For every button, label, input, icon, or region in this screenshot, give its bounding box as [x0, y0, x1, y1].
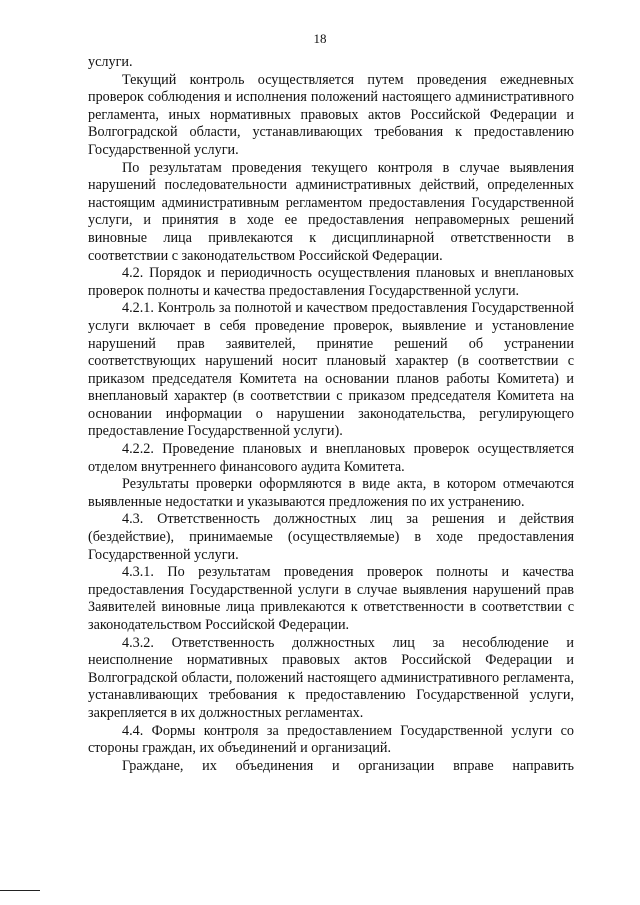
paragraph-violations: По результатам проведения текущего контроля в случае выявления нарушений последовательности административных действий, определенных настоящим административным регламентом предоставления Государственной услуги, и принятия в ходе ее предоставления неправомерных решений виновные лица привлекаются к дисциплинарной ответственности в соответствии с законодательством Российской Федерации. [88, 159, 574, 264]
section-4-2-2: 4.2.2. Проведение плановых и внеплановых проверок осуществляется отделом внутреннего финансового аудита Комитета. [88, 441, 574, 475]
section-4-3-2: 4.3.2. Ответственность должностных лиц за несоблюдение и неисполнение нормативных правовых актов Российской Федерации и Волгоградской области, положений настоящего административного регламента, устанавливающих требования к предоставлению Государственной услуги, закрепляется в их должностных регламентах. [88, 634, 574, 721]
section-4-3-1: 4.3.1. По результатам проведения проверок полноты и качества предоставления Государственной услуги в случае выявления нарушений прав Заявителей виновные лица привлекаются к ответственности в соответствии с законодательством Российской Федерации. [88, 564, 574, 633]
section-4-2-1: 4.2.1. Контроль за полнотой и качеством предоставления Государственной услуги включает в себя проведение проверок, выявление и установление нарушений прав заявителей, принятие решений об устранении соответствующих нарушений носит плановый характер (в соответствии с приказом председателя Комитета на основании планов работы Комитета) и внеплановый характер (в соответствии с приказом председателя Комитета на основании информации о нарушении законодательства, регулирующего предоставление Государственной услуги). [88, 300, 574, 440]
document-body [88, 54, 574, 775]
page-number: 18 [313, 31, 327, 46]
paragraph-current-control: Текущий контроль осуществляется путем проведения ежедневных проверок соблюдения и исполнения положений настоящего административного регламента, иных нормативных правовых актов Российской Федерации и Волгоградской области, устанавливающих требования к предоставлению Государственной услуги. [88, 71, 574, 158]
paragraph-continuation: услуги. [88, 54, 133, 70]
section-4-4-heading: 4.4. Формы контроля за предоставлением Государственной услуги со стороны граждан, их объединений и организаций. [88, 722, 574, 757]
section-4-2-heading: 4.2. Порядок и периодичность осуществления плановых и внеплановых проверок полноты и качества предоставления Государственной услуги. [88, 265, 574, 299]
page-edge-rule [0, 890, 40, 891]
paragraph-results: Результаты проверки оформляются в виде акта, в котором отмечаются выявленные недостатки и указываются предложения по их устранению. [88, 476, 574, 510]
section-4-3-heading: 4.3. Ответственность должностных лиц за решения и действия (бездействие), принимаемые (осуществляемые) в ходе предоставления Государственной услуги. [88, 511, 574, 563]
paragraph-citizens: Граждане, их объединения и организации вправе направить [122, 757, 574, 774]
